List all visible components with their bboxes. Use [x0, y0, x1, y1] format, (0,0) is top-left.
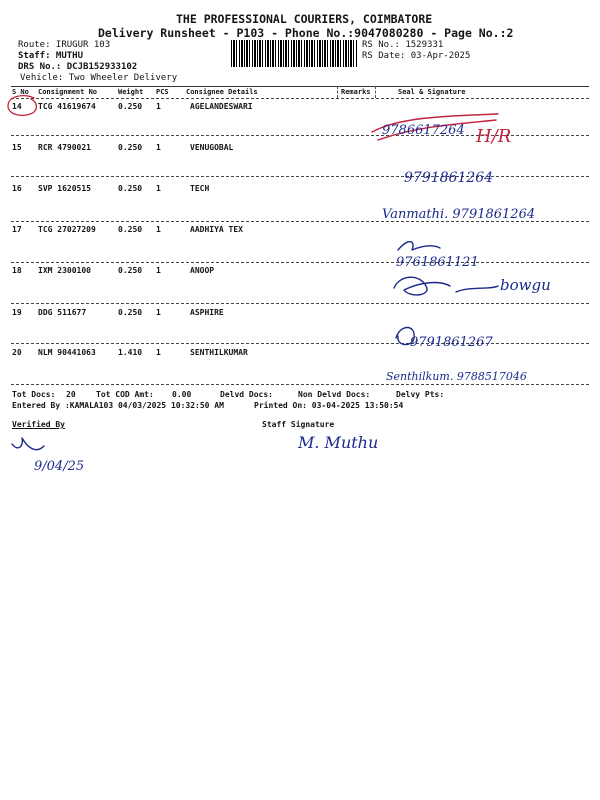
- row-17-consignment: TCG 27027209: [38, 225, 96, 234]
- row-14-weight: 0.250: [118, 102, 143, 111]
- header-bottom-line: [11, 98, 589, 99]
- verified-by-label: Verified By: [12, 420, 65, 429]
- row-15-weight: 0.250: [118, 143, 143, 152]
- printed-on: Printed On: 03-04-2025 13:50:54: [254, 401, 404, 410]
- col-seal: Seal & Signature: [398, 88, 466, 96]
- row-16-weight: 0.250: [118, 184, 143, 193]
- row-15-pcs: 1: [156, 143, 161, 152]
- row-17-consignee: AADHIYA TEX: [190, 225, 243, 234]
- company-title: THE PROFESSIONAL COURIERS, COIMBATORE: [176, 12, 433, 26]
- tot-docs-value: 20: [66, 390, 76, 399]
- drs-number: DRS No.: DCJB152933102: [18, 62, 138, 72]
- svg-text:M. Muthu: M. Muthu: [298, 433, 379, 452]
- row-15-consignee: VENUGOBAL: [190, 143, 234, 152]
- row-19-consignment: DDG 511677: [38, 308, 87, 317]
- tot-docs-label: Tot Docs:: [12, 390, 56, 399]
- row-17-weight: 0.250: [118, 225, 143, 234]
- delvy-pts-label: Delvy Pts:: [396, 390, 445, 399]
- staff-signature: [296, 426, 406, 458]
- row-14-consignee: AGELANDESWARI: [190, 102, 253, 111]
- row-16-signature-a: [400, 158, 560, 192]
- row-16-signature-b: [380, 196, 580, 226]
- col-consignee: Consignee Details: [186, 88, 258, 96]
- rs-number: RS No.: 1529331: [362, 40, 444, 50]
- row-20-weight: 1.410: [118, 348, 143, 357]
- svg-text:bowgu: bowgu: [500, 276, 551, 294]
- row-14-sno: 14: [12, 102, 22, 111]
- row-16-pcs: 1: [156, 184, 161, 193]
- col-remarks: Remarks: [341, 88, 371, 96]
- row-18-pcs: 1: [156, 266, 161, 275]
- vehicle: Vehicle: Two Wheeler Delivery: [20, 73, 178, 83]
- row-20-consignment: NLM 90441063: [38, 348, 96, 357]
- row-14-pcs: 1: [156, 102, 161, 111]
- tot-cod-label: Tot COD Amt:: [96, 390, 154, 399]
- row-15-sno: 15: [12, 143, 22, 152]
- col-consignment: Consignment No: [38, 88, 98, 96]
- svg-text:9786617264: 9786617264: [382, 123, 465, 138]
- row-18-consignee: ANOOP: [190, 266, 215, 275]
- svg-text:Vanmathi. 9791861264: Vanmathi. 9791861264: [382, 207, 536, 222]
- row-20-pcs: 1: [156, 348, 161, 357]
- route: Route: IRUGUR 103: [18, 40, 111, 50]
- svg-text:9791861264: 9791861264: [404, 170, 494, 186]
- row-20-consignee: SENTHILKUMAR: [190, 348, 248, 357]
- row-15-consignment: RCR 4790021: [38, 143, 91, 152]
- row-19-consignee: ASPHIRE: [190, 308, 224, 317]
- svg-text:Senthilkum. 9788517046: Senthilkum. 9788517046: [386, 370, 527, 383]
- row-18-weight: 0.250: [118, 266, 143, 275]
- svg-text:9791861267: 9791861267: [410, 335, 493, 350]
- svg-text:9761861121: 9761861121: [396, 255, 479, 270]
- non-delvd-docs-label: Non Delvd Docs:: [298, 390, 371, 399]
- row-19-sno: 19: [12, 308, 22, 317]
- row-17-sno: 17: [12, 225, 22, 234]
- svg-text:9/04/25: 9/04/25: [34, 459, 85, 474]
- row-18-sno: 18: [12, 266, 22, 275]
- verified-signature: [8, 424, 98, 480]
- row-16-consignment: SVP 1620515: [38, 184, 91, 193]
- table-top-line: [11, 86, 589, 87]
- row-17-pcs: 1: [156, 225, 161, 234]
- row-14-consignment: TCG 41619674: [38, 102, 96, 111]
- rs-date: RS Date: 03-Apr-2025: [362, 51, 471, 61]
- tot-cod-value: 0.00: [172, 390, 192, 399]
- row-19-signature: [392, 322, 542, 356]
- row-19-pcs: 1: [156, 308, 161, 317]
- staff: Staff: MUTHU: [18, 51, 84, 61]
- col-sno: S No: [12, 88, 29, 96]
- row-20-sno: 20: [12, 348, 22, 357]
- row-20-signature: [384, 362, 584, 388]
- row-14-hr-mark: [470, 118, 520, 152]
- row-16-consignee: TECH: [190, 184, 210, 193]
- col-pcs: PCS: [156, 88, 169, 96]
- row-18-consignment: IXM 2300100: [38, 266, 91, 275]
- staff-signature-label: Staff Signature: [262, 420, 335, 429]
- entered-by: Entered By :KAMALA103 04/03/2025 10:32:50 AM: [12, 401, 224, 410]
- svg-text:H/R: H/R: [476, 126, 512, 147]
- runsheet-subtitle: Delivery Runsheet - P103 - Phone No.:9047080280 - Page No.:2: [98, 26, 514, 40]
- row-16-sno: 16: [12, 184, 22, 193]
- remarks-divider: [337, 86, 338, 98]
- barcode: [231, 40, 357, 67]
- col-weight: Weight: [118, 88, 144, 96]
- row-14-circle-mark: [4, 94, 40, 120]
- delvd-docs-label: Delvd Docs:: [220, 390, 273, 399]
- row-18-signature: [390, 268, 560, 304]
- row-19-weight: 0.250: [118, 308, 143, 317]
- row-17-signature: [392, 236, 522, 272]
- seal-divider: [375, 86, 376, 98]
